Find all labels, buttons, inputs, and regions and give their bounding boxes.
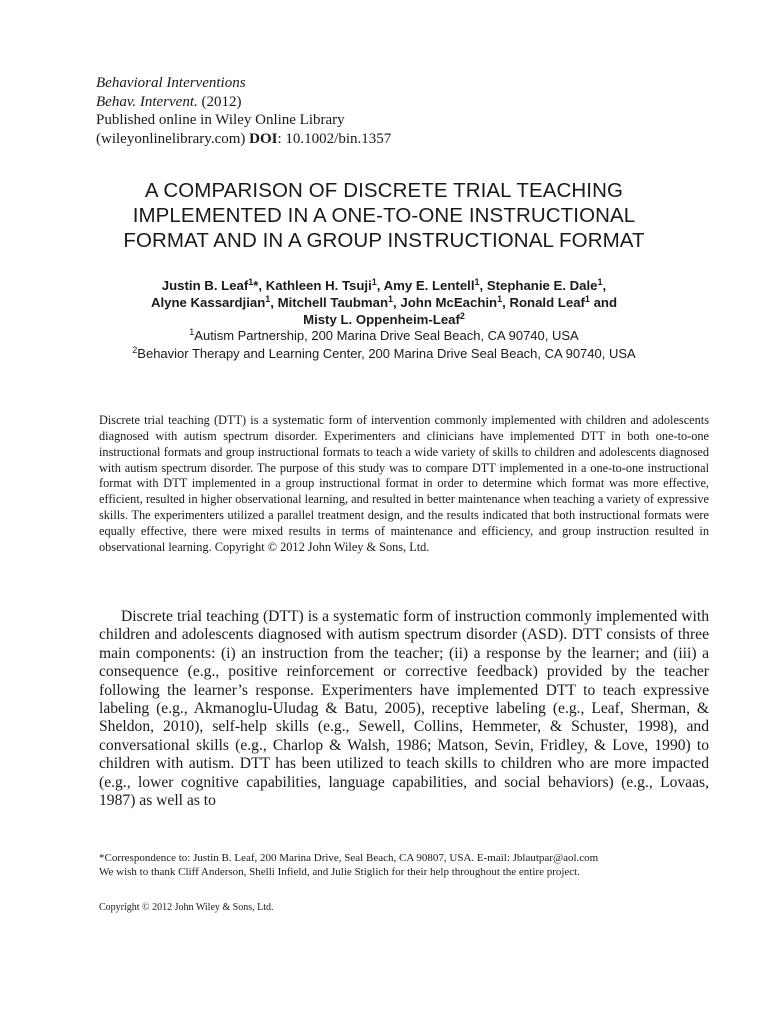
author-list [40, 277, 728, 328]
footnotes [99, 851, 739, 879]
author-line-2 [40, 294, 728, 311]
abstract: Discrete trial teaching (DTT) is a systematic form of intervention commonly implemented with children and adolescents diagnosed with autism spectrum disorder. Experimenters and clinicians have implemented DTT in both one-to-one instructional formats and group instructional formats to teach a wide variety of skills to children and adolescents diagnosed with autism spectrum disorder. The purpose of this study was to compare DTT implemented in a one-to-one instructional format with DTT implemented in a group instructional format in order to determine which format was more effective, efficient, resulted in higher observational learning, and resulted in better maintenance when teaching a variety of expressive skills. The experimenters utilized a parallel treatment design, and the results indicated that both instructional formats were equally effective, there were mixed results in terms of maintenance and efficiency, and group instruction resulted in observational learning. Copyright © 2012 John Wiley & Sons, Ltd. [99, 413, 709, 554]
author-conjunction: and [589, 295, 618, 310]
author-name: , Kathleen H. Tsuji [258, 278, 372, 293]
affiliation-marker: 1 [474, 277, 480, 287]
published-online: Published online in Wiley Online Library [96, 112, 345, 128]
affiliation-marker: 1 [265, 294, 271, 304]
corresponding-marker: * [253, 278, 259, 293]
acknowledgement-footnote: We wish to thank Cliff Anderson, Shelli Infield, and Julie Stiglich for their help throughout the entire project. [99, 866, 580, 878]
author-name: , John McEachin [393, 295, 498, 310]
affiliation-2 [40, 345, 728, 363]
correspondence-footnote: *Correspondence to: Justin B. Leaf, 200 Marina Drive, Seal Beach, CA 90807, USA. E-mail: Jblautpar@aol.com [99, 852, 599, 864]
journal-header [96, 74, 391, 148]
affiliation-text: Autism Partnership, 200 Marina Drive Seal Beach, CA 90740, USA [194, 328, 579, 343]
copyright-notice: Copyright © 2012 John Wiley & Sons, Ltd. [99, 902, 274, 913]
affiliations [40, 327, 728, 363]
affiliation-marker: 1 [388, 294, 394, 304]
author-name: , Stephanie E. Dale [479, 278, 598, 293]
site-name: (wileyonlinelibrary.com) [96, 130, 246, 147]
doi-value: : 10.1002/bin.1357 [277, 130, 392, 147]
journal-name: Behavioral Interventions [96, 75, 246, 91]
affiliation-marker: 1 [497, 294, 503, 304]
affiliation-marker: 1 [371, 277, 377, 287]
author-name: , Mitchell Taubman [270, 295, 389, 310]
author-name: Misty L. Oppenheim-Leaf [303, 312, 460, 327]
author-line-3 [40, 311, 728, 328]
affiliation-marker: 1 [248, 277, 254, 287]
affiliation-number: 1 [189, 327, 195, 337]
journal-abbrev: Behav. Intervent. [96, 93, 198, 110]
author-name: Justin B. Leaf [161, 278, 249, 293]
journal-year: (2012) [201, 93, 242, 110]
author-name: , Ronald Leaf [502, 295, 585, 310]
title-line-1: A COMPARISON OF DISCRETE TRIAL TEACHING [144, 179, 624, 202]
doi-label: DOI [249, 130, 278, 147]
body-paragraph: Discrete trial teaching (DTT) is a systematic form of instruction commonly implemented with children and adolescents diagnosed with autism spectrum disorder (ASD). DTT consists of three main components: (i) an instruction from the teacher; (ii) a response by the learner; and (iii) a consequence (e.g., positive reinforcement or corrective feedback) provided by the teacher following the learner’s response. Experimenters have implemented DTT to teach expressive labeling (e.g., Akmanoglu-Uludag & Batu, 2005), receptive labeling (e.g., Leaf, Sherman, & Sheldon, 2010), self-help skills (e.g., Sewell, Collins, Hemmeter, & Schuster, 1998), and conversational skills (e.g., Charlop & Walsh, 1986; Matson, Sevin, Fridley, & Love, 1990) to children with autism. DTT has been utilized to teach skills to children who are more impacted (e.g., lower cognitive capabilities, language capabilities, and social behaviors) (e.g., Lovaas, 1987) as well as to [99, 608, 709, 810]
author-name: , Amy E. Lentell [376, 278, 475, 293]
affiliation-marker: 2 [459, 311, 465, 321]
author-name: Alyne Kassardjian [150, 295, 266, 310]
article-title [60, 178, 708, 253]
affiliation-marker: 1 [597, 277, 603, 287]
title-line-3: FORMAT AND IN A GROUP INSTRUCTIONAL FORMAT [123, 229, 645, 252]
affiliation-1 [40, 327, 728, 345]
affiliation-number: 2 [132, 345, 138, 355]
affiliation-text: Behavior Therapy and Learning Center, 200 Marina Drive Seal Beach, CA 90740, USA [137, 346, 636, 361]
title-line-2: IMPLEMENTED IN A ONE-TO-ONE INSTRUCTIONAL [132, 204, 636, 227]
author-line-1 [40, 277, 728, 294]
author-separator: , [602, 278, 607, 293]
affiliation-marker: 1 [584, 294, 590, 304]
journal-citation [96, 93, 391, 112]
doi-line [96, 130, 391, 149]
